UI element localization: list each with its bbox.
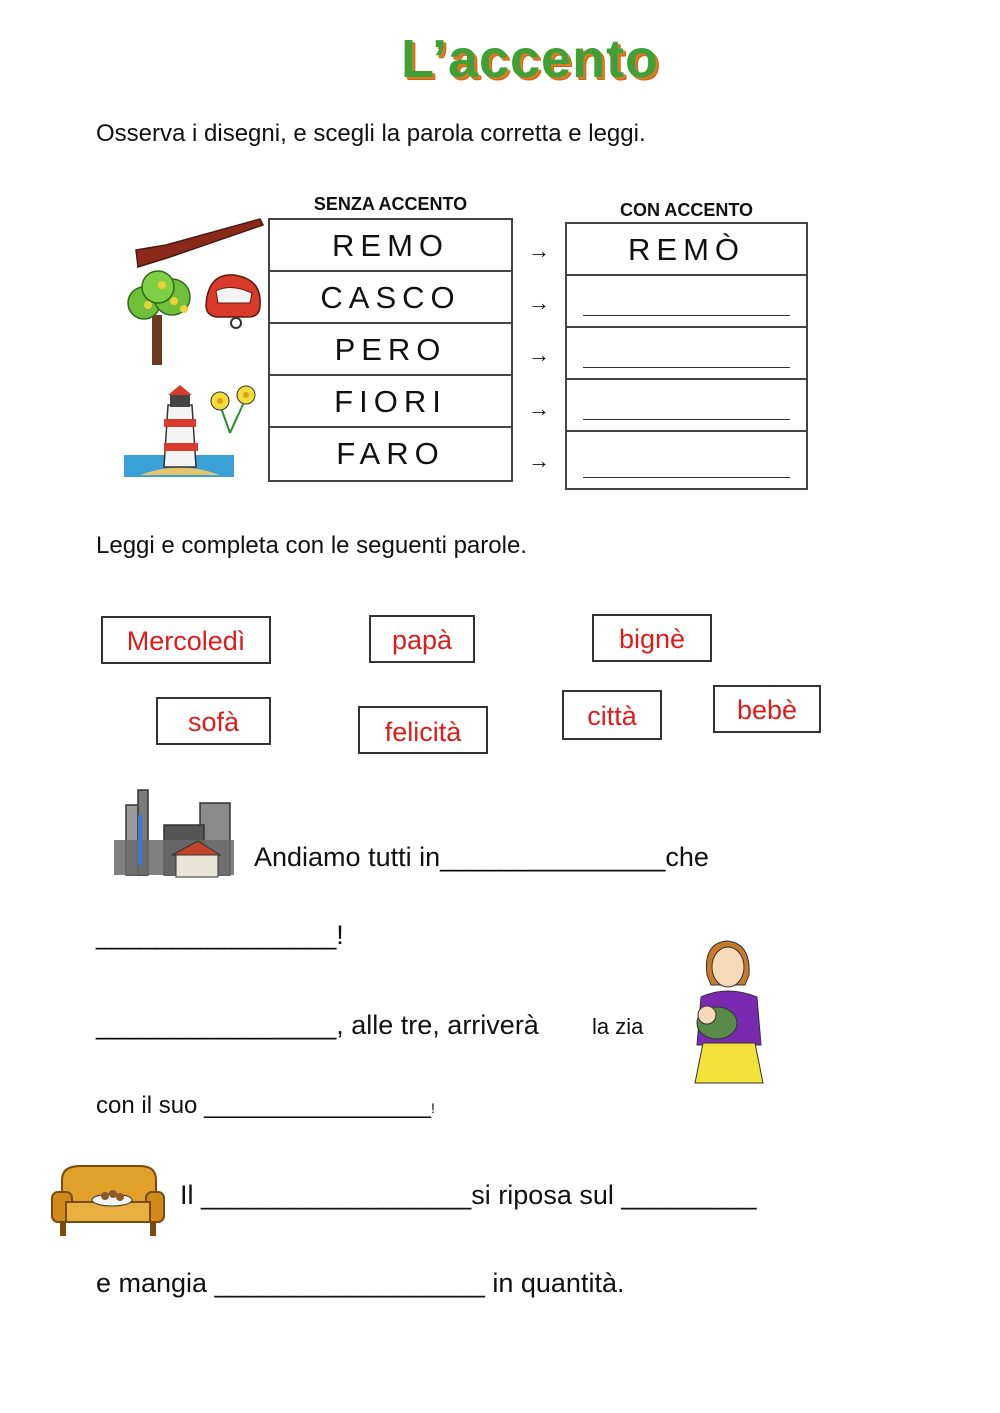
word-bank-item[interactable]: Mercoledì xyxy=(101,616,271,664)
arrow-icon: → xyxy=(528,290,550,315)
word-with-accent xyxy=(565,222,808,274)
sofa-icon xyxy=(50,1162,165,1242)
arrow-icon: → xyxy=(528,448,550,473)
flowers-icon xyxy=(211,386,255,433)
sentence-5: e mangia __________________ in quantità. xyxy=(96,1268,625,1298)
header-con-accento: CON ACCENTO xyxy=(619,200,753,220)
pear-tree-icon xyxy=(128,271,190,365)
sentence-2b: la zia xyxy=(592,1014,644,1039)
oar-icon xyxy=(136,219,263,267)
word-without-accent: CASCO xyxy=(268,270,513,322)
sentence-1a: Andiamo tutti in_______________che xyxy=(254,842,709,872)
illustrations-left xyxy=(120,205,270,490)
word-without-accent: REMO xyxy=(268,218,513,270)
answer-cell[interactable] xyxy=(565,378,808,430)
arrow-icon: → xyxy=(528,238,550,263)
word-bank-item[interactable]: città xyxy=(562,690,662,740)
helmet-icon xyxy=(206,275,260,328)
instruction-1: Osserva i disegni, e scegli la parola corretta e leggi. xyxy=(96,120,646,147)
sentence-3: con il suo _________________! xyxy=(96,1092,435,1119)
answer-cell[interactable] xyxy=(565,274,808,326)
word-bank-item[interactable]: felicità xyxy=(358,706,488,754)
arrow-icon: → xyxy=(528,342,550,367)
city-icon xyxy=(108,785,243,885)
sentence-4: Il __________________si riposa sul _________ xyxy=(180,1180,757,1210)
word-bank-item[interactable]: papà xyxy=(369,615,475,663)
answer-line xyxy=(583,477,790,478)
word-without-accent: PERO xyxy=(268,322,513,374)
answer-cell[interactable] xyxy=(565,430,808,490)
answer-cell[interactable] xyxy=(565,326,808,378)
word-without-accent: FARO xyxy=(268,426,513,482)
answer-line xyxy=(583,315,790,316)
sentence-1b: ________________! xyxy=(96,920,344,950)
answer-line xyxy=(583,419,790,420)
word-bank-item[interactable]: bignè xyxy=(592,614,712,662)
arrow-icon: → xyxy=(528,396,550,421)
page-title: L’accento xyxy=(400,29,660,89)
answer-line xyxy=(583,367,790,368)
word-without-accent: FIORI xyxy=(268,374,513,426)
woman-with-baby-icon xyxy=(685,935,770,1085)
word-with-accent-text: REMÒ xyxy=(628,232,745,267)
header-senza-accento: SENZA ACCENTO xyxy=(313,194,468,214)
word-bank-item[interactable]: bebè xyxy=(713,685,821,733)
word-bank-item[interactable]: sofà xyxy=(156,697,271,745)
sentence-2a: ________________, alle tre, arriverà xyxy=(96,1010,539,1040)
instruction-2: Leggi e completa con le seguenti parole. xyxy=(96,532,527,559)
